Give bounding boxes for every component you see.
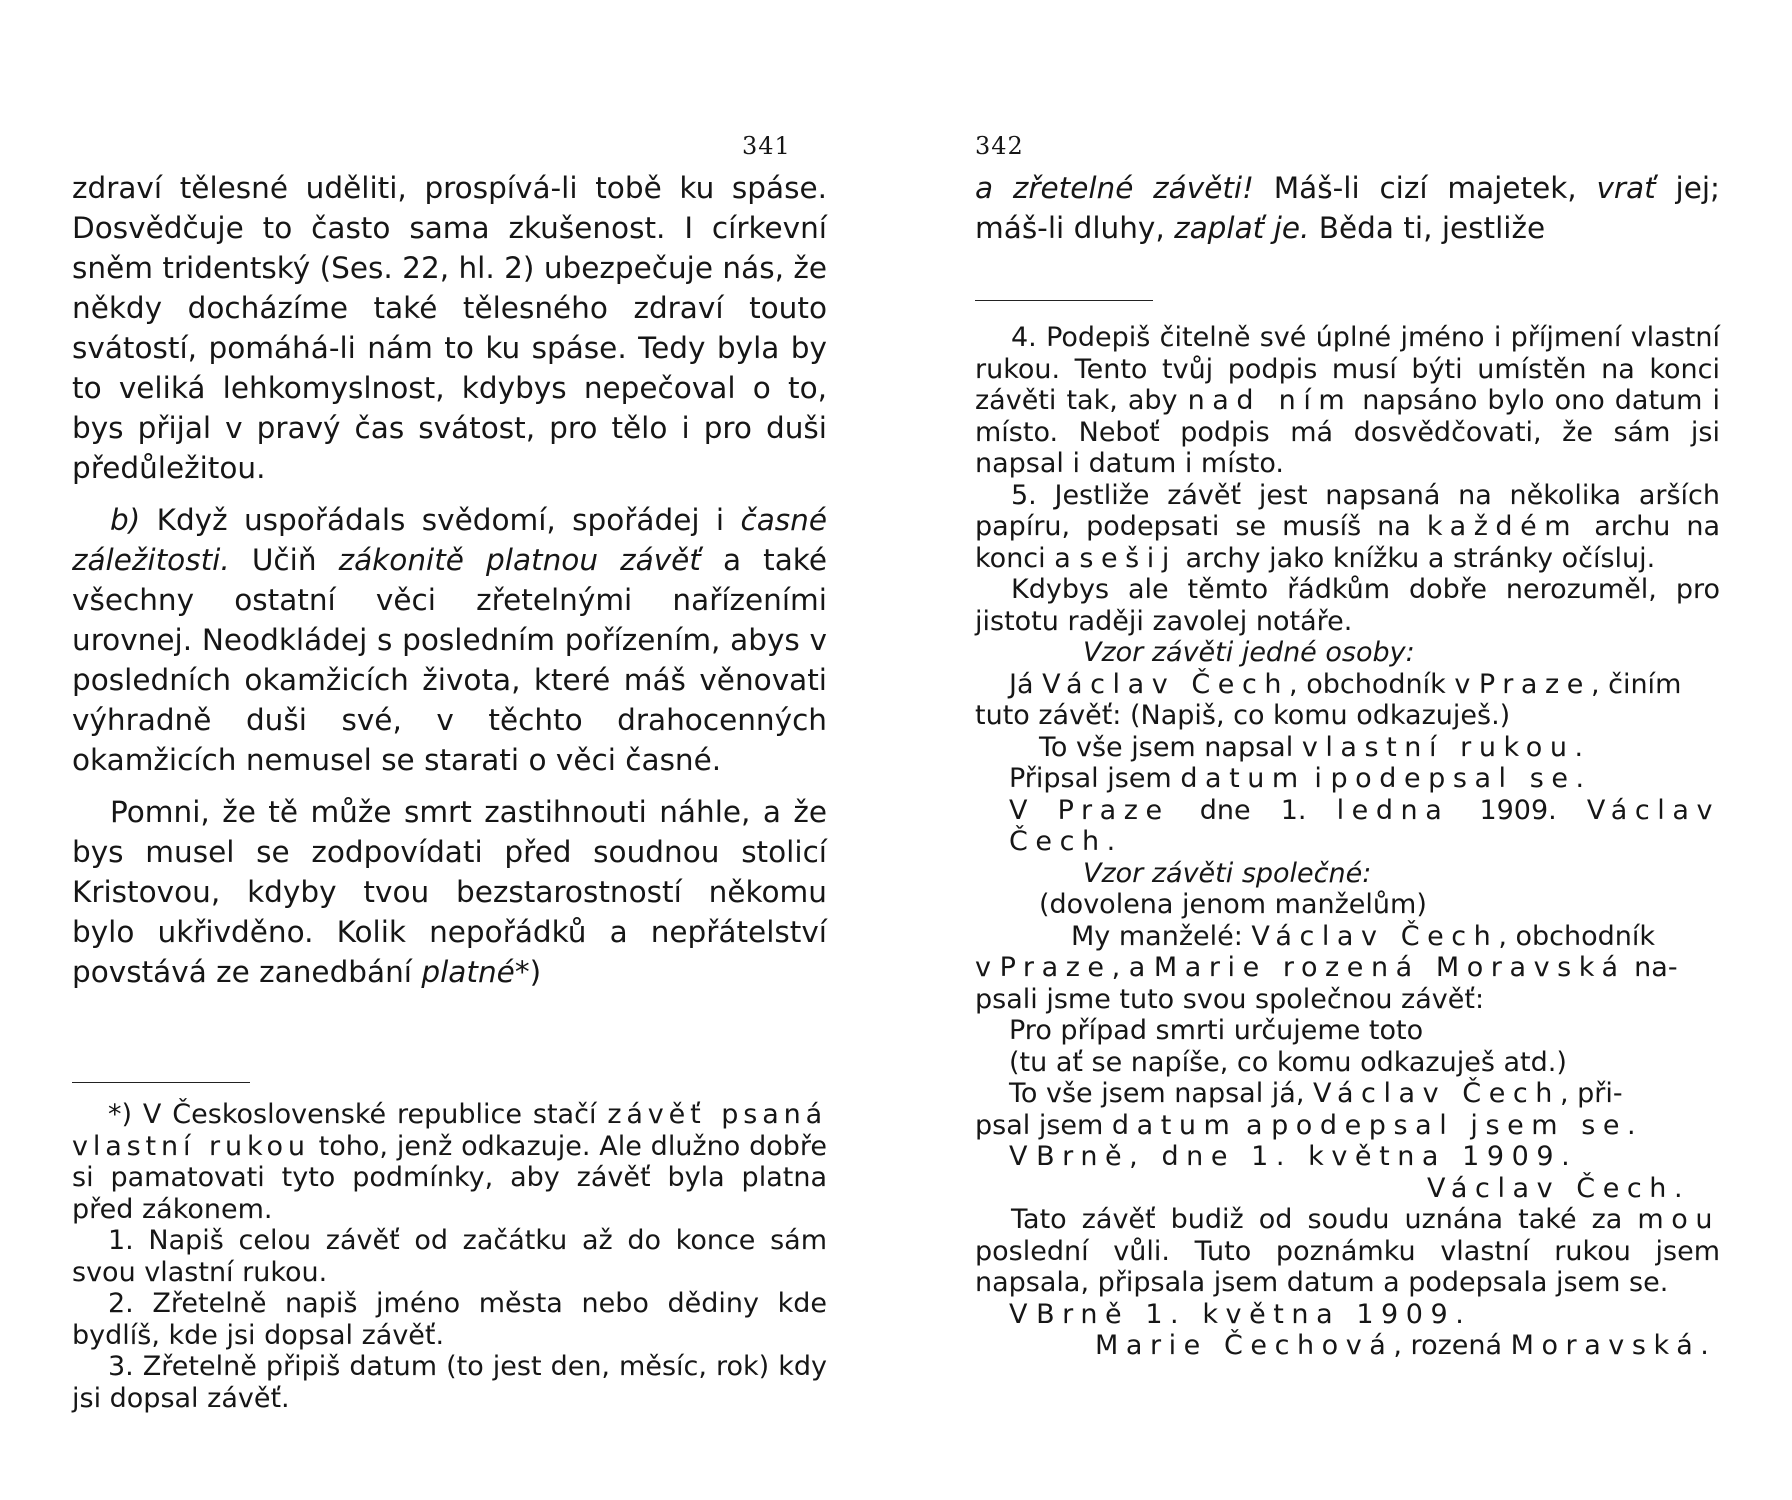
footnote-item: 4. Podepiš čitelně své úplné jméno i příjmení vlastní rukou. Tento tvůj podpis musí býti umístěn na konci závěti tak, aby nad ním napsáno bylo ono datum i místo. Neboť podpis má dosvědčovati, že sám jsi napsal i datum i místo.: [975, 322, 1721, 479]
footnote-item: 1. Napiš celou závěť od začátku až do konce sám svou vlastní rukou.: [72, 1225, 827, 1288]
footnote-intro: *) V Československé republice stačí závěť psaná vlastní rukou toho, jenž odkazuje. Ale dlužno dobře si pamatovati tyto podmínky, aby závěť byla platna před zákonem.: [72, 1099, 827, 1225]
model-line: Pro případ smrti určujeme toto: [1009, 1015, 1424, 1046]
page-number: 342: [975, 132, 1024, 160]
main-text: [72, 168, 827, 992]
model-signature: Marie Čechová, rozená Moravská.: [1095, 1330, 1717, 1361]
paragraph: a zřetelné závěti! Máš-li cizí majetek, vrať jej; máš-li dluhy, zaplať je. Běda ti, jestliže: [975, 171, 1720, 245]
paragraph: zdraví tělesné uděliti, prospívá-li tobě ku spáse. Dosvědčuje to často sama zkušenost. I církevní sněm tridentský (Ses. 22, hl. 2) ubezpečuje nás, že někdy docházíme také tělesného zdraví touto svátostí, pomáhá-li nám to ku spáse. Tedy byla by to veliká lehkomyslnost, kdybys nepečoval o to, bys přijal v pravý čas svátost, pro tělo i pro duši předůležitou.: [72, 171, 827, 485]
model-subheading: (dovolena jenom manželům): [1039, 889, 1427, 920]
model-line: My manželé: Václav Čech, obchodník: [1071, 920, 1656, 952]
model-single-heading: Vzor závěti jedné osoby:: [1083, 637, 1415, 668]
model-signature: Václav Čech.: [1427, 1172, 1691, 1204]
model-line: psal jsem datum a podepsal jsem se.: [975, 1109, 1644, 1141]
model-line: v Praze, a Marie rozená Moravská na-: [975, 952, 1678, 983]
footnote-rule: [975, 300, 1153, 301]
footnote-item: 5. Jestliže závěť jest napsaná na několika arších papíru, podepsati se musíš na každém archu na konci a sešij archy jako knížku a stránky očísluj.: [975, 479, 1720, 574]
model-line: V Brně, dne 1. května 1909.: [1009, 1141, 1578, 1172]
model-line: V Brně 1. května 1909.: [1009, 1298, 1472, 1330]
paragraph: b) Když uspořádals svědomí, spořádej i časné záležitosti. Učiň zákonitě platnou závěť a také všechny ostatní věci zřetelnými nařízeními urovnej. Neodkládej s posledním pořízením, abys v posledních okamžicích života, které máš věnovati výhradně duši své, v těchto drahocenných okamžicích nemusel se starati o věci časné.: [72, 503, 827, 777]
model-line: Já Václav Čech, obchodník v Praze, činím: [1009, 668, 1682, 700]
footnote-rule: [72, 1082, 250, 1083]
footnote-item: 2. Zřetelně napiš jméno města nebo dědiny kde bydlíš, kde jsi dopsal závěť.: [72, 1288, 827, 1351]
paragraph: Pomni, že tě může smrt zastihnouti náhle, a že bys musel se zodpovídati před soudnou stolicí Kristovou, kdyby tvou bezstarostností někomu bylo ukřivděno. Kolik nepořádků a nepřátelství povstává ze zanedbání platné*): [72, 795, 827, 989]
model-wife-note: Tato závěť budiž od soudu uznána také za mou poslední vůli. Tuto poznámku vlastní rukou jsem napsala, připsala jsem datum a podepsala jsem se.: [975, 1204, 1720, 1298]
footnote: [72, 1099, 827, 1414]
footnote-item: 3. Zřetelně připiš datum (to jest den, měsíc, rok) kdy jsi dopsal závěť.: [72, 1351, 827, 1414]
model-line: To vše jsem napsal já, Václav Čech, při-: [1009, 1078, 1623, 1109]
model-line: Připsal jsem datum i podepsal se.: [1009, 763, 1592, 794]
model-joint-heading: Vzor závěti společné:: [1083, 857, 1372, 889]
model-line: (tu ať se napíše, co komu odkazuješ atd.): [1009, 1046, 1567, 1078]
model-line: V Praze dne 1. ledna 1909. Václav Čech.: [1009, 794, 1721, 857]
model-line: To vše jsem napsal vlastní rukou.: [1039, 731, 1591, 763]
footnote-advice: Kdybys ale těmto řádkům dobře nerozuměl, pro jistotu raději zavolej notáře.: [975, 574, 1720, 637]
model-line: psali jsme tuto svou společnou závěť:: [975, 983, 1485, 1015]
page-number: 341: [742, 132, 791, 160]
model-line: tuto závěť: (Napiš, co komu odkazuješ.): [975, 700, 1511, 731]
footnote-continued: [975, 322, 1720, 1362]
main-text: [975, 168, 1720, 248]
